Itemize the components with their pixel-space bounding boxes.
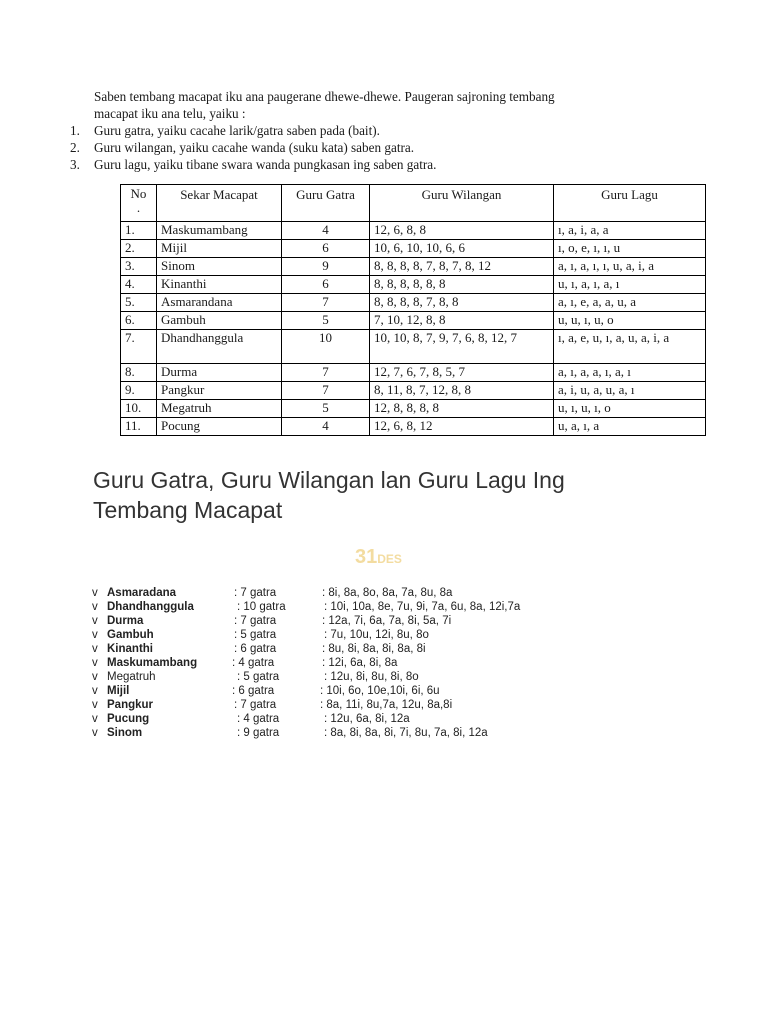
cell-lagu: u, u, ı, u, o [554,312,706,330]
tembang-name: Dhandhanggula [107,601,194,613]
cell-lagu: a, ı, a, ı, ı, u, a, i, a [554,258,706,276]
bullet-icon: v [92,587,98,599]
wilangan-lagu: : 8u, 8i, 8a, 8i, 8a, 8i [322,643,426,655]
bullet-icon: v [92,713,98,725]
list-item [92,628,712,642]
article-title [93,465,713,525]
cell-no: 5. [121,294,157,312]
cell-wilangan: 12, 7, 6, 7, 8, 5, 7 [370,364,554,382]
list-text: Guru wilangan, yaiku cacahe wanda (suku kata) saben gatra. [94,140,415,155]
bullet-icon: v [92,601,98,613]
bullet-icon: v [92,615,98,627]
list-text: Guru lagu, yaiku tibane swara wanda pungkasan ing saben gatra. [94,157,437,172]
cell-gatra: 4 [282,418,370,436]
wilangan-lagu: : 12a, 7i, 6a, 7a, 8i, 5a, 7i [322,615,452,627]
gatra-count: : 4 gatra [232,657,275,669]
cell-lagu: ı, a, i, a, a [554,222,706,240]
cell-wilangan: 7, 10, 12, 8, 8 [370,312,554,330]
cell-sekar: Pocung [157,418,282,436]
cell-gatra: 4 [282,222,370,240]
table-row [121,418,706,436]
gatra-count: : 7 gatra [234,587,277,599]
intro-paragraph-line-1: Saben tembang macapat iku ana paugerane dhewe-dhewe. Paugeran sajroning tembang [94,89,555,104]
bullet-icon: v [92,685,98,697]
tembang-name: Mijil [107,685,130,697]
cell-gatra: 9 [282,258,370,276]
table-row [121,258,706,276]
cell-lagu: ı, o, e, ı, ı, u [554,240,706,258]
cell-gatra: 7 [282,294,370,312]
cell-no: 7. [121,330,157,364]
bullet-icon: v [92,629,98,641]
tembang-name: Megatruh [107,671,156,683]
gatra-count: : 6 gatra [234,643,277,655]
table-row [121,400,706,418]
table-body [121,222,706,436]
cell-no: 3. [121,258,157,276]
wilangan-lagu: : 8a, 8i, 8a, 8i, 7i, 8u, 7a, 8i, 12a [324,727,488,739]
cell-lagu: a, i, u, a, u, a, ı [554,382,706,400]
bullet-icon: v [92,699,98,711]
cell-no: 10. [121,400,157,418]
tembang-name: Durma [107,615,144,627]
cell-wilangan: 12, 6, 8, 8 [370,222,554,240]
date-month: DES [377,552,402,566]
gatra-count: : 5 gatra [234,629,277,641]
cell-gatra: 6 [282,276,370,294]
cell-sekar: Megatruh [157,400,282,418]
cell-sekar: Maskumambang [157,222,282,240]
header-guru-gatra: Guru Gatra [282,185,370,222]
wilangan-lagu: : 10i, 10a, 8e, 7u, 9i, 7a, 6u, 8a, 12i,7a [324,601,521,613]
macapat-table [120,184,706,436]
intro-list-item [70,139,670,156]
date-badge [355,546,402,569]
article-title-line-1: Guru Gatra, Guru Wilangan lan Guru Lagu Ing [93,467,565,493]
cell-sekar: Sinom [157,258,282,276]
table-row [121,312,706,330]
table-row [121,294,706,312]
wilangan-lagu: : 8a, 11i, 8u,7a, 12u, 8a,8i [320,699,453,711]
cell-no: 8. [121,364,157,382]
bullet-icon: v [92,727,98,739]
tembang-name: Kinanthi [107,643,153,655]
cell-gatra: 7 [282,382,370,400]
gatra-count: : 10 gatra [237,601,286,613]
intro-list-item [70,122,670,139]
cell-no: 4. [121,276,157,294]
list-item [92,600,712,614]
cell-lagu: a, ı, e, a, a, u, a [554,294,706,312]
list-item [92,726,712,740]
header-guru-lagu: Guru Lagu [554,185,706,222]
cell-gatra: 7 [282,364,370,382]
wilangan-lagu: : 12u, 6a, 8i, 12a [324,713,410,725]
gatra-count: : 4 gatra [237,713,280,725]
cell-sekar: Kinanthi [157,276,282,294]
tembang-name: Pangkur [107,699,154,711]
gatra-count: : 5 gatra [237,671,280,683]
table-row [121,330,706,364]
cell-gatra: 10 [282,330,370,364]
cell-no: 6. [121,312,157,330]
gatra-count: : 9 gatra [237,727,280,739]
wilangan-lagu: : 10i, 6o, 10e,10i, 6i, 6u [320,685,440,697]
cell-wilangan: 10, 10, 8, 7, 9, 7, 6, 8, 12, 7 [370,330,554,364]
intro-paragraph-line-2: macapat iku ana telu, yaiku : [94,106,246,121]
list-item [92,586,712,600]
cell-sekar: Mijil [157,240,282,258]
bullet-icon: v [92,671,98,683]
list-item [92,656,712,670]
list-number: 2. [70,140,80,155]
cell-wilangan: 8, 11, 8, 7, 12, 8, 8 [370,382,554,400]
tembang-name: Gambuh [107,629,154,641]
cell-lagu: a, ı, a, a, ı, a, ı [554,364,706,382]
cell-wilangan: 8, 8, 8, 8, 8, 8 [370,276,554,294]
cell-lagu: u, ı, a, ı, a, ı [554,276,706,294]
cell-lagu: ı, a, e, u, ı, a, u, a, i, a [554,330,706,364]
cell-sekar: Gambuh [157,312,282,330]
tembang-name: Maskumambang [107,657,198,669]
cell-no: 2. [121,240,157,258]
cell-no: 9. [121,382,157,400]
cell-wilangan: 12, 6, 8, 12 [370,418,554,436]
date-day: 31 [355,546,378,568]
article-title-line-2: Tembang Macapat [93,497,283,523]
gatra-count: : 6 gatra [232,685,275,697]
cell-lagu: u, a, ı, a [554,418,706,436]
intro-list-item [70,156,670,173]
tembang-name: Asmaradana [107,587,177,599]
cell-sekar: Dhandhanggula [157,330,282,364]
gatra-count: : 7 gatra [234,699,277,711]
list-item [92,712,712,726]
wilangan-lagu: : 7u, 10u, 12i, 8u, 8o [324,629,429,641]
cell-gatra: 5 [282,400,370,418]
list-item [92,698,712,712]
table-row [121,276,706,294]
header-guru-wilangan: Guru Wilangan [370,185,554,222]
wilangan-lagu: : 8i, 8a, 8o, 8a, 7a, 8u, 8a [322,587,453,599]
cell-no: 11. [121,418,157,436]
table-row [121,222,706,240]
cell-wilangan: 8, 8, 8, 8, 7, 8, 7, 8, 12 [370,258,554,276]
list-text: Guru gatra, yaiku cacahe larik/gatra saben pada (bait). [94,123,380,138]
table-row [121,382,706,400]
list-item [92,670,712,684]
cell-sekar: Asmarandana [157,294,282,312]
table-row [121,240,706,258]
wilangan-lagu: : 12u, 8i, 8u, 8i, 8o [324,671,419,683]
bullet-icon: v [92,643,98,655]
intro-section [70,88,670,173]
bullet-icon: v [92,657,98,669]
list-item [92,642,712,656]
cell-wilangan: 10, 6, 10, 10, 6, 6 [370,240,554,258]
list-number: 1. [70,123,80,138]
cell-lagu: u, ı, u, ı, o [554,400,706,418]
cell-gatra: 6 [282,240,370,258]
cell-no: 1. [121,222,157,240]
cell-gatra: 5 [282,312,370,330]
tembang-name: Pucung [107,713,150,725]
list-item [92,684,712,698]
wilangan-lagu: : 12i, 6a, 8i, 8a [322,657,398,669]
tembang-name: Sinom [107,727,143,739]
cell-wilangan: 8, 8, 8, 8, 7, 8, 8 [370,294,554,312]
cell-wilangan: 12, 8, 8, 8, 8 [370,400,554,418]
list-item [92,614,712,628]
table-header-row [121,185,706,222]
cell-sekar: Pangkur [157,382,282,400]
gatra-list [92,586,712,740]
cell-sekar: Durma [157,364,282,382]
header-sekar-macapat: Sekar Macapat [157,185,282,222]
list-number: 3. [70,157,80,172]
table-row [121,364,706,382]
header-no: No . [121,185,157,222]
gatra-count: : 7 gatra [234,615,277,627]
